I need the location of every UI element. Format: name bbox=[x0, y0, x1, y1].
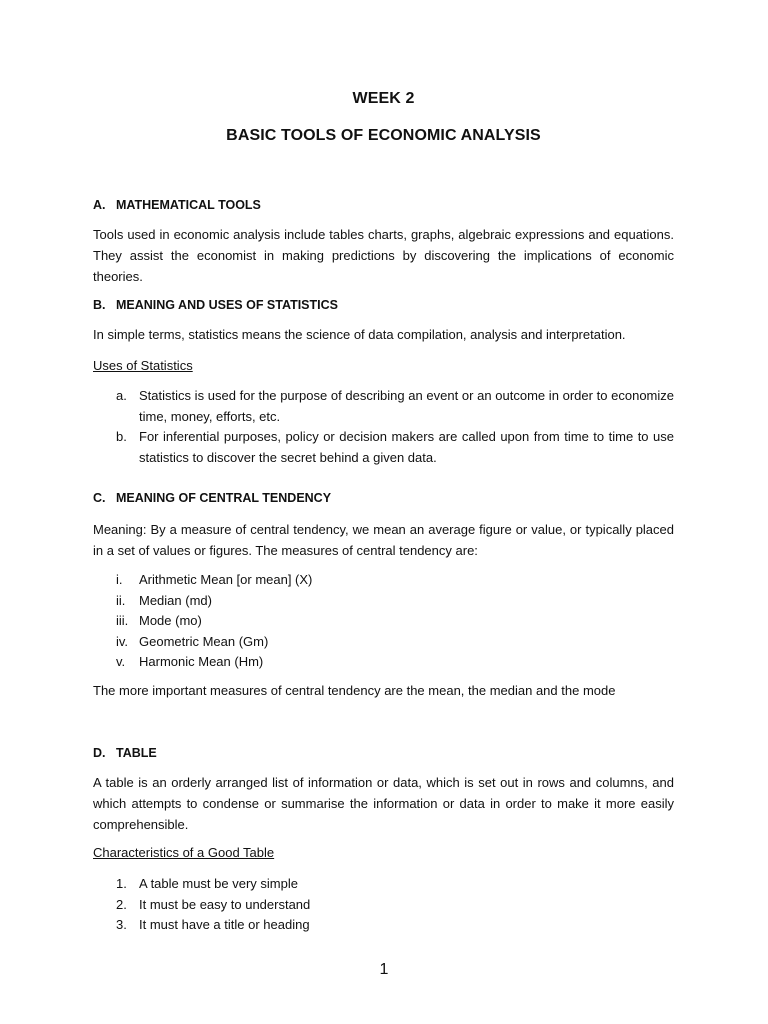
section-c-closing: The more important measures of central tendency are the mean, the median and the mode bbox=[93, 683, 616, 698]
section-a-letter: A. bbox=[93, 198, 106, 212]
list-marker: 1. bbox=[116, 876, 127, 891]
document-title: BASIC TOOLS OF ECONOMIC ANALYSIS bbox=[226, 127, 541, 144]
list-item bbox=[93, 874, 674, 895]
section-a-body: Tools used in economic analysis include tables charts, graphs, algebraic expressions and equations. They assist the economist in making predictions by discovering the implications of economic theories. bbox=[93, 227, 674, 284]
list-item-text: Arithmetic Mean [or mean] (X) bbox=[139, 572, 313, 587]
good-table-characteristics-list bbox=[93, 874, 674, 936]
list-marker: 3. bbox=[116, 917, 127, 932]
list-item-text: For inferential purposes, policy or decision makers are called upon from time to time to use statistics to discover the secret behind a given data. bbox=[139, 429, 674, 465]
section-c-title: MEANING OF CENTRAL TENDENCY bbox=[116, 491, 332, 505]
good-table-subheading: Characteristics of a Good Table bbox=[93, 845, 275, 860]
list-marker: i. bbox=[116, 572, 123, 587]
section-b-title: MEANING AND USES OF STATISTICS bbox=[116, 298, 338, 312]
list-item-text: Statistics is used for the purpose of describing an event or an outcome in order to economize time, money, efforts, etc. bbox=[139, 388, 674, 424]
section-c-letter: C. bbox=[93, 491, 106, 505]
section-a-title: MATHEMATICAL TOOLS bbox=[116, 198, 261, 212]
list-item bbox=[93, 632, 674, 653]
list-item bbox=[93, 570, 674, 591]
list-item bbox=[93, 386, 674, 427]
section-b-body: In simple terms, statistics means the science of data compilation, analysis and interpretation. bbox=[93, 327, 626, 342]
section-c-body: Meaning: By a measure of central tendency, we mean an average figure or value, or typically placed in a set of values or figures. The measures of central tendency are: bbox=[93, 522, 674, 558]
list-item bbox=[93, 611, 674, 632]
uses-of-statistics-subheading: Uses of Statistics bbox=[93, 358, 193, 373]
section-d-body: A table is an orderly arranged list of information or data, which is set out in rows and columns, and which attempts to condense or summarise the information or data in order to make it more easily comprehensible. bbox=[93, 775, 674, 832]
section-d-letter: D. bbox=[93, 746, 106, 760]
list-item bbox=[93, 652, 674, 673]
list-marker: b. bbox=[116, 429, 127, 444]
list-item bbox=[93, 915, 674, 936]
list-marker: v. bbox=[116, 654, 126, 669]
list-item-text: Harmonic Mean (Hm) bbox=[139, 654, 264, 669]
section-a-heading bbox=[93, 198, 261, 212]
section-d-title: TABLE bbox=[116, 746, 157, 760]
list-item-text: It must have a title or heading bbox=[139, 917, 310, 932]
section-d-heading bbox=[93, 746, 157, 760]
list-marker: 2. bbox=[116, 896, 127, 912]
list-item bbox=[93, 591, 674, 612]
list-marker: iii. bbox=[116, 613, 129, 628]
list-item bbox=[93, 895, 674, 916]
section-c-heading bbox=[93, 491, 331, 505]
list-item-text: Geometric Mean (Gm) bbox=[139, 633, 269, 649]
uses-of-statistics-list bbox=[93, 386, 674, 468]
section-b-letter: B. bbox=[93, 298, 106, 312]
section-b-heading bbox=[93, 298, 338, 312]
list-item-text: A table must be very simple bbox=[139, 876, 298, 891]
list-marker: a. bbox=[116, 388, 127, 403]
list-item-text: It must be easy to understand bbox=[139, 896, 311, 912]
list-marker: iv. bbox=[116, 633, 129, 649]
document-page bbox=[93, 0, 674, 1024]
list-item bbox=[93, 427, 674, 468]
list-item-text: Mode (mo) bbox=[139, 613, 202, 628]
page-number: 1 bbox=[379, 961, 389, 978]
list-item-text: Median (md) bbox=[139, 592, 212, 608]
list-marker: ii. bbox=[116, 592, 126, 608]
central-tendency-measures-list bbox=[93, 570, 674, 673]
week-title: WEEK 2 bbox=[352, 90, 415, 107]
